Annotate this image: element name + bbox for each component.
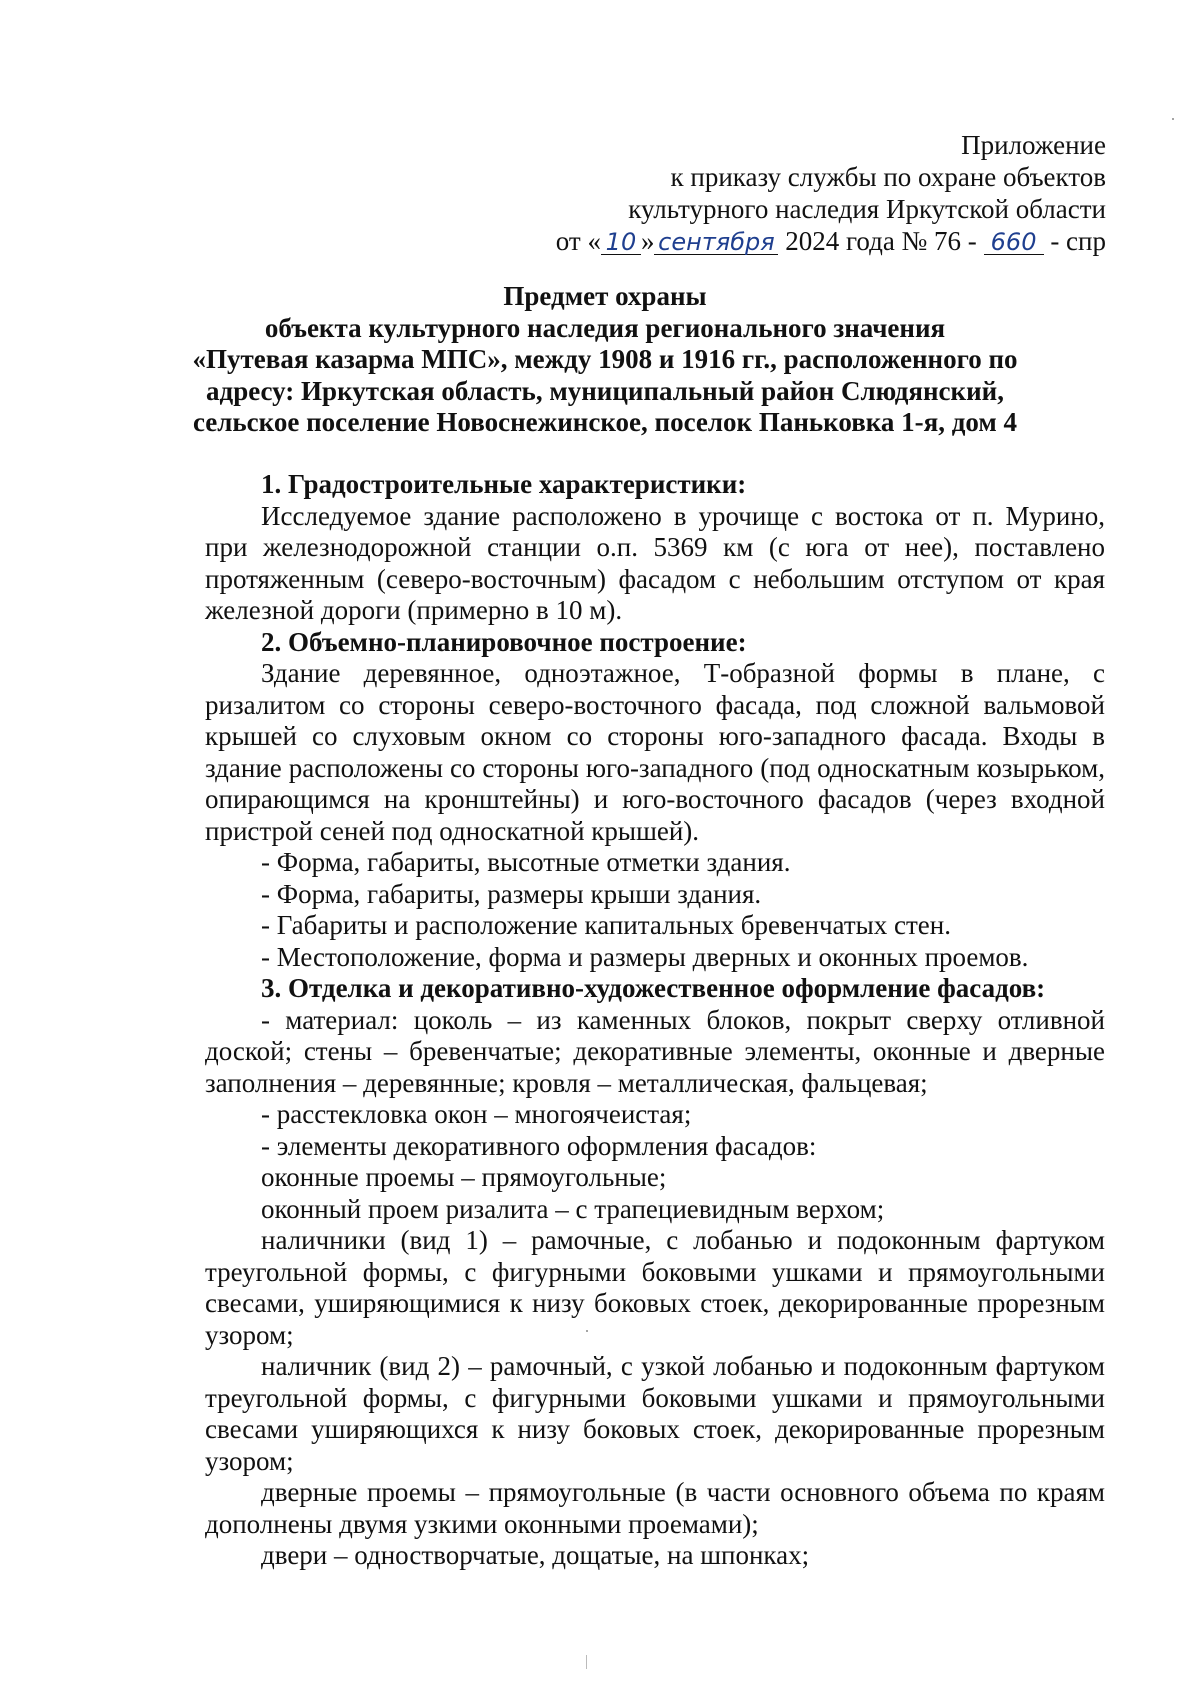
section-3-item-5: оконный проем ризалита – с трапециевидным верхом; xyxy=(261,1193,885,1224)
section-3-item-8: дверные проемы – прямоугольные (в части основного объема по краям дополнены двумя узкими оконными проемами); xyxy=(205,1477,1105,1539)
section-3-heading: 3. Отделка и декоративно-художественное оформление фасадов: xyxy=(261,973,1046,1003)
section-2-item-4: - Местоположение, форма и размеры дверных и оконных проемов. xyxy=(261,941,1029,972)
section-1-heading: 1. Градостроительные характеристики: xyxy=(261,469,747,499)
handwritten-month: сентября xyxy=(654,230,778,255)
section-1-text: Исследуемое здание расположено в урочище с востока от п. Мурино, при железнодорожной станции о.п. 5369 км (с юга от нее), поставлено протяженным (северо-восточным) фасадом с небольшим отступом от края железной дороги (примерно в 10 м). xyxy=(205,500,1105,625)
order-suffix: - спр xyxy=(1050,226,1106,256)
appendix-line-1: Приложение xyxy=(961,130,1106,160)
appendix-line-3: культурного наследия Иркутской области xyxy=(628,194,1106,224)
appendix-block xyxy=(556,129,1106,257)
section-3-item-6: наличники (вид 1) – рамочные, с лобанью и подоконным фартуком треугольной формы, с фигурными боковыми ушками и прямоугольными свесами, уширяющимися к низу боковых стоек, декорированные прорезным узором; xyxy=(205,1225,1105,1350)
date-prefix: от « xyxy=(555,226,601,256)
scan-speck xyxy=(586,1655,587,1669)
section-3-item-2: - расстекловка окон – многоячеистая; xyxy=(261,1099,692,1129)
section-3-item-4: оконные проемы – прямоугольные; xyxy=(261,1162,667,1192)
title-line-1: Предмет охраны xyxy=(503,281,707,311)
title-line-3: «Путевая казарма МПС», между 1908 и 1916 гг., расположенного по xyxy=(192,344,1018,374)
document-title xyxy=(150,281,1060,439)
title-line-5: сельское поселение Новоснежинское, поселок Паньковка 1-я, дом 4 xyxy=(192,407,1018,437)
section-2-item-1: - Форма, габариты, высотные отметки здания. xyxy=(261,847,791,877)
section-2-item-2: - Форма, габариты, размеры крыши здания. xyxy=(261,878,762,909)
section-2-heading: 2. Объемно-планировочное построение: xyxy=(261,626,747,657)
title-line-4: адресу: Иркутская область, муниципальный район Слюдянский, xyxy=(206,375,1004,406)
section-3-item-7: наличник (вид 2) – рамочный, с узкой лобанью и подоконным фартуком треугольной формы, с фигурными боковыми ушками и прямоугольными свесами уширяющихся к низу боковых стоек, декорированные прорезным узором; xyxy=(205,1351,1105,1476)
section-3-item-9: двери – одностворчатые, дощатые, на шпонках; xyxy=(261,1540,810,1570)
title-line-2: объекта культурного наследия регионального значения xyxy=(264,312,946,343)
section-3-item-1: - материал: цоколь – из каменных блоков, покрыт сверху отливной доской; стены – бревенчатые; декоративные элементы, оконные и дверные заполнения – деревянные; кровля – металлическая, фальцевая; xyxy=(205,1004,1105,1098)
section-2-text: Здание деревянное, одноэтажное, Т-образной формы в плане, с ризалитом со стороны северо-восточного фасада, под сложной вальмовой крышей со слуховым окном со стороны юго-западного фасада. Входы в здание расположены со стороны юго-западного (под односкатным козырьком, опирающимся на кронштейны) и юго-восточного фасадов (через входной пристрой сеней под односкатной крышей). xyxy=(205,658,1105,846)
year-and-order: 2024 года № 76 - xyxy=(785,226,977,256)
quote-close: » xyxy=(640,226,655,256)
scan-speck xyxy=(586,1330,588,1332)
section-2-item-3: - Габариты и расположение капитальных бревенчатых стен. xyxy=(261,910,951,940)
appendix-line-2: к приказу службы по охране объектов xyxy=(670,162,1106,192)
document-body xyxy=(205,469,1105,1572)
scan-speck xyxy=(1172,118,1174,120)
section-3-item-3: - элементы декоративного оформления фасадов: xyxy=(261,1130,817,1161)
appendix-date-line xyxy=(556,225,1106,257)
handwritten-day: 10 xyxy=(601,230,641,255)
handwritten-order-number: 660 xyxy=(984,230,1044,255)
